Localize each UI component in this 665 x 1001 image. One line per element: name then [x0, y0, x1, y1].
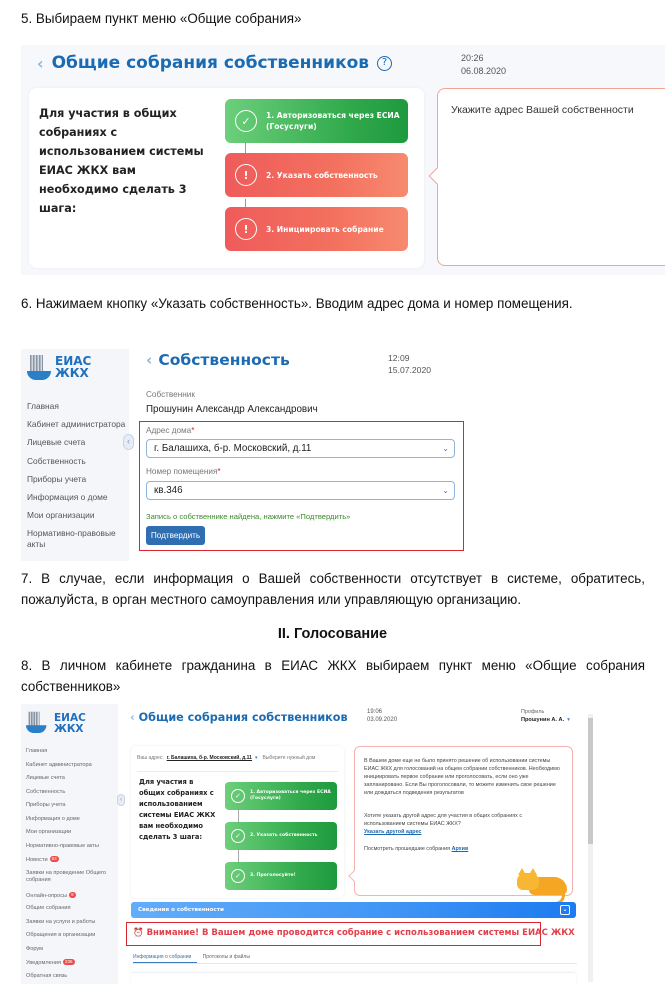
page-title	[146, 351, 290, 369]
address-label-text: Адрес дома	[146, 426, 192, 435]
sidebar	[21, 704, 118, 984]
found-message: Запись о собственнике найдена, нажмите «Подтвердить»	[146, 512, 351, 521]
page-title-text: Общие собрания собственников	[51, 53, 370, 73]
sidebar-item-home[interactable]: Главная	[26, 748, 48, 754]
check-circle-icon: ✓	[235, 110, 257, 132]
profile-name: Прошунин А. А.	[521, 717, 565, 723]
logo-text	[55, 355, 91, 379]
instruction-step-5: 5. Выбираем пункт меню «Общие собрания»	[21, 11, 302, 26]
step-specify-property[interactable]	[225, 153, 408, 197]
help-icon[interactable]: ?	[377, 56, 392, 71]
bubble-tail	[429, 168, 446, 185]
sidebar-menu	[26, 748, 118, 984]
meeting-alert	[133, 928, 575, 938]
owner-label: Собственник	[146, 390, 195, 399]
other-address-question	[364, 812, 564, 836]
check-circle-icon: ✓	[231, 869, 245, 883]
logo[interactable]	[27, 353, 91, 381]
chevron-down-icon: ▾	[254, 755, 258, 761]
scrollbar-thumb[interactable]	[588, 718, 593, 844]
page-title-text: Собственность	[158, 351, 290, 369]
step-connector	[238, 850, 239, 862]
sidebar-item-property[interactable]: Собственность	[26, 788, 66, 795]
logo-line-2: ЖКХ	[55, 366, 89, 380]
property-info-bar[interactable]	[131, 902, 576, 918]
sidebar-item-forum[interactable]: Форум	[26, 945, 43, 952]
sidebar-item-accounts[interactable]: Лицевые счета	[27, 437, 86, 448]
sidebar-item-feedback[interactable]: Обратная связь	[26, 972, 68, 979]
confirm-button[interactable]: Подтвердить	[146, 526, 205, 545]
section-heading: II. Голосование	[277, 626, 388, 642]
chevron-down-icon: ▾	[567, 717, 570, 723]
sidebar-item-legal-acts[interactable]: Нормативно-правовые акты	[27, 528, 116, 550]
datetime	[461, 52, 506, 78]
logo-line-1: ЕИАС	[55, 354, 92, 368]
sidebar-item-house-info[interactable]: Информация о доме	[26, 815, 80, 822]
back-chevron-icon[interactable]: ‹	[37, 53, 44, 73]
step-label: 3. Инициировать собрание	[266, 224, 384, 234]
room-label-text: Номер помещения	[146, 467, 218, 476]
step-authorize[interactable]	[225, 782, 337, 810]
sidebar-item-admin[interactable]: Кабинет администратора	[27, 419, 126, 430]
polls-label: Онлайн-опросы	[26, 892, 68, 899]
tab-meeting-info[interactable]: Информация о собрании	[133, 954, 197, 963]
page-title	[130, 711, 348, 724]
step-vote[interactable]	[225, 862, 337, 890]
check-circle-icon: ✓	[231, 789, 245, 803]
bubble-tail	[348, 870, 359, 881]
sidebar-item-news[interactable]	[26, 856, 118, 870]
step-authorize[interactable]	[225, 99, 408, 143]
sidebar-item-notifications[interactable]	[26, 959, 118, 973]
sidebar-collapse-icon[interactable]: ‹	[123, 434, 134, 450]
address-selector[interactable]	[137, 755, 315, 761]
notifications-count-badge: 236	[64, 959, 73, 964]
date: 15.07.2020	[388, 365, 432, 375]
step-label: 2. Указать собственность	[266, 170, 378, 180]
content-panel	[131, 972, 576, 984]
sidebar-item-property[interactable]: Собственность	[27, 455, 86, 466]
exclamation-circle-icon: !	[235, 218, 257, 240]
sidebar-item-admin[interactable]: Кабинет администратора	[26, 761, 92, 768]
date: 06.08.2020	[461, 66, 507, 76]
owner-name: Прошунин Александр Александрович	[146, 404, 318, 415]
datetime	[367, 708, 397, 724]
other-address-link[interactable]: Указать другой адрес	[364, 829, 422, 835]
logo-text	[54, 713, 86, 735]
question-text: Хотите указать другой адрес для участия в общих собраниях с использованием системы ЕИАС ЖКХ?	[364, 813, 523, 827]
address-hint: Выберите нужный дом	[262, 755, 316, 761]
hint-bubble	[437, 88, 665, 266]
screenshot-meetings-voting	[21, 704, 599, 984]
logo-building-icon	[27, 353, 51, 381]
required-mark: *	[191, 426, 195, 435]
sidebar-item-service-requests[interactable]: Заявки на услуги и работы	[26, 918, 96, 925]
instruction-step-8: 8. В личном кабинете гражданина в ЕИАС ЖКХ выбираем пункт меню «Общие собрания собственников»	[21, 658, 645, 694]
sidebar-item-legal-acts[interactable]: Нормативно-правовые акты	[26, 842, 99, 849]
sidebar-item-online-polls[interactable]	[26, 892, 118, 906]
scrollbar[interactable]	[588, 714, 593, 982]
address-select[interactable]	[146, 439, 455, 458]
logo-line-1: ЕИАС	[54, 712, 86, 724]
steps-intro: Для участия в общих собраниях с использованием системы ЕИАС ЖКХ вам необходимо сделать 3 шага:	[139, 778, 216, 841]
address-value: г. Балашиха, б-р. Московский, д.11	[154, 443, 312, 454]
chevron-down-icon: ⌄	[442, 486, 449, 495]
step-label: 2. Указать собственность	[250, 832, 318, 838]
room-label	[146, 467, 221, 476]
profile-menu[interactable]	[521, 708, 570, 724]
news-count-badge: 63	[51, 856, 57, 861]
property-bar-label: Сведения о собственности	[138, 907, 224, 913]
screenshot-general-meetings	[21, 45, 665, 275]
info-text: В Вашем доме еще не было принято решение об использовании системы ЕИАС ЖКХ для голосований на общем собрании собственников. Необходимо инициировать первое собрание или проголосовать, если оно уже запланировано. Если Вы проголосовали, то можете изменить свое решение или дождаться подведения результатов	[364, 758, 560, 796]
page-title-text: Общие собрания собственников	[138, 711, 348, 724]
sidebar-collapse-icon[interactable]: ‹	[117, 794, 125, 806]
room-value: кв.346	[154, 485, 183, 496]
sidebar-item-house-info[interactable]: Информация о доме	[27, 491, 108, 502]
step-specify-property[interactable]	[225, 822, 337, 850]
exclamation-circle-icon: !	[235, 164, 257, 186]
time: 19:06	[367, 709, 383, 715]
polls-count-badge: 9	[71, 891, 74, 897]
step-label: 1. Авторизоваться через ЕСИА (Госуслуги)	[266, 111, 400, 131]
archive-link[interactable]: Архив	[451, 846, 469, 852]
time: 20:26	[461, 53, 484, 63]
alert-text: Внимание! В Вашем доме проводится собрание с использованием системы ЕИАС ЖКХ	[146, 928, 575, 938]
logo-line-2: ЖКХ	[54, 723, 84, 735]
screenshot-property-form	[21, 349, 475, 561]
step-connector	[238, 810, 239, 822]
step-initiate-meeting[interactable]	[225, 207, 408, 251]
sidebar-item-home[interactable]: Главная	[27, 401, 59, 411]
time: 12:09	[388, 353, 410, 363]
address-label	[146, 426, 194, 435]
sidebar-item-organizations[interactable]: Мои организации	[27, 510, 95, 521]
steps-card	[29, 88, 424, 268]
divider	[137, 771, 338, 772]
step-label: 1. Авторизоваться через ЕСИА (Госуслуги)	[250, 789, 331, 801]
sidebar-item-organizations[interactable]: Мои организации	[26, 829, 72, 835]
date: 03.09.2020	[367, 717, 398, 723]
news-label: Новости	[26, 857, 48, 863]
sidebar-item-general-meetings[interactable]: Общие собрания	[26, 905, 71, 911]
expand-toggle-icon[interactable]: ⌄	[560, 905, 570, 915]
instruction-step-6: 6. Нажимаем кнопку «Указать собственность». Вводим адрес дома и номер помещения.	[21, 296, 573, 311]
sidebar-item-accounts[interactable]: Лицевые счета	[26, 775, 65, 781]
sidebar-item-meters[interactable]: Приборы учета	[27, 473, 87, 484]
back-chevron-icon[interactable]: ‹	[146, 351, 153, 369]
datetime	[388, 352, 431, 376]
page-title	[37, 53, 392, 73]
chevron-down-icon: ⌄	[442, 444, 449, 453]
tab-protocols-files[interactable]: Протоколы и файлы	[202, 954, 250, 960]
instruction-step-7: 7. В случае, если информация о Вашей собственности отсутствует в системе, обратитесь, пожалуйста, в орган местного самоуправления или управляющую организацию.	[21, 571, 645, 607]
room-select[interactable]	[146, 481, 455, 500]
archive-text: Посмотреть прошедшие собрания	[364, 846, 451, 852]
profile-label: Профиль	[521, 709, 545, 715]
tabs	[133, 954, 577, 964]
steps-card	[131, 746, 344, 898]
sidebar-item-meeting-requests[interactable]: Заявки на проведение Общего собрания	[26, 869, 107, 883]
logo-building-icon	[26, 710, 46, 734]
sidebar	[21, 349, 129, 561]
logo[interactable]	[26, 710, 86, 738]
sidebar-item-appeals[interactable]: Обращения в организации	[26, 932, 96, 938]
steps-intro: Для участия в общих собраниях с использованием системы ЕИАС ЖКХ вам необходимо сделать 3 шага:	[39, 107, 204, 215]
address-value: г. Балашиха, б-р. Московский, д.11	[166, 755, 252, 761]
notifications-label: Уведомления	[26, 960, 61, 966]
required-mark: *	[217, 467, 221, 476]
back-chevron-icon[interactable]: ‹	[130, 711, 135, 724]
sidebar-menu	[27, 401, 127, 550]
check-circle-icon: ✓	[231, 829, 245, 843]
step-label: 3. Проголосуйте!	[250, 872, 296, 878]
archive-line	[364, 845, 564, 853]
cat-illustration-icon	[513, 865, 569, 905]
address-label: Ваш адрес:	[137, 755, 164, 761]
sidebar-item-meters[interactable]: Приборы учета	[26, 802, 66, 808]
hint-text: Укажите адрес Вашей собственности	[451, 104, 634, 116]
alarm-clock-icon: ⏰	[133, 928, 144, 938]
